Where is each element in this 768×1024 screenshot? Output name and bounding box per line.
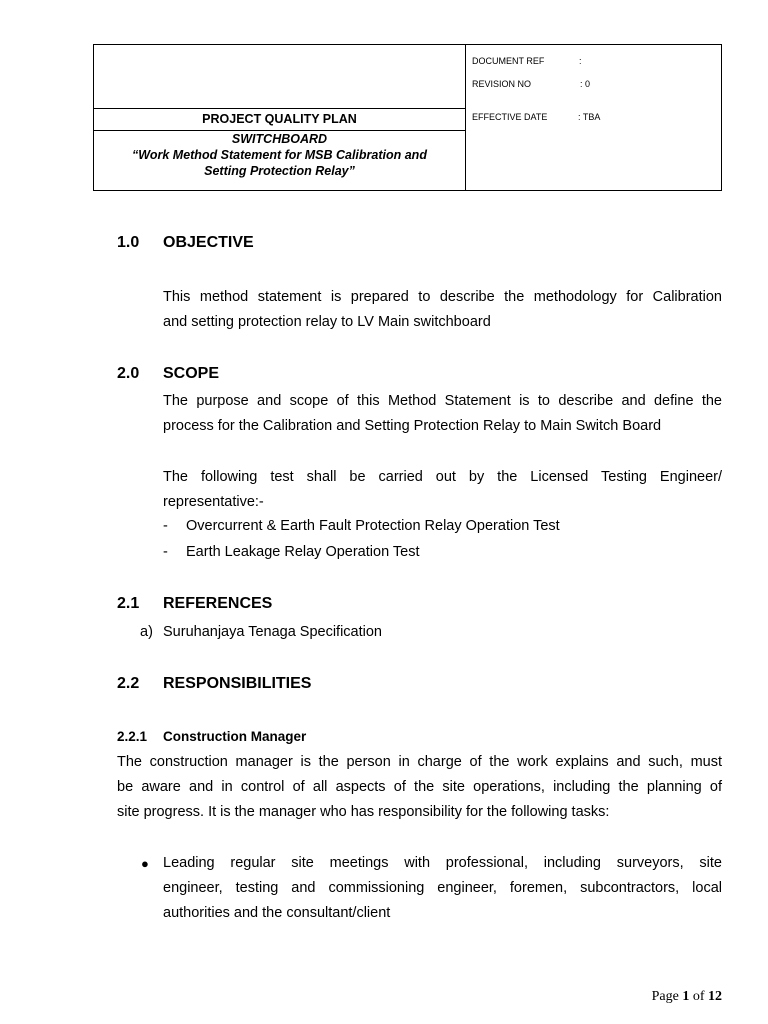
project-quality-plan-title: PROJECT QUALITY PLAN bbox=[94, 109, 465, 131]
paragraph-line: be aware and in control of all aspects of the site operations, including the planning of bbox=[117, 779, 722, 795]
construction-manager-bullet bbox=[163, 851, 722, 926]
header-logo-cell bbox=[94, 45, 465, 109]
meta-value: : bbox=[579, 56, 582, 66]
subtitle-line-3: Setting Protection Relay” bbox=[204, 164, 355, 178]
section-title: RESPONSIBILITIES bbox=[163, 675, 312, 692]
paragraph-line: The following test shall be carried out by the Licensed Testing Engineer/ bbox=[163, 469, 722, 485]
page-number-footer bbox=[652, 989, 722, 1005]
document-header-table bbox=[93, 44, 722, 191]
paragraph-line: process for the Calibration and Setting Protection Relay to Main Switch Board bbox=[163, 418, 662, 434]
construction-manager-paragraph bbox=[117, 750, 722, 825]
meta-value: : 0 bbox=[580, 79, 591, 89]
section-title: REFERENCES bbox=[163, 595, 273, 612]
paragraph-line: representative:- bbox=[163, 494, 264, 510]
objective-paragraph bbox=[163, 285, 722, 335]
section-title: OBJECTIVE bbox=[163, 234, 254, 251]
section-title: SCOPE bbox=[163, 365, 220, 382]
scope-test-paragraph bbox=[163, 465, 722, 515]
section-references-heading bbox=[117, 595, 722, 615]
subsection-title: Construction Manager bbox=[163, 729, 307, 744]
meta-label: EFFECTIVE DATE bbox=[472, 112, 548, 122]
subtitle-line-2: “Work Method Statement for MSB Calibration and bbox=[132, 148, 427, 162]
subtitle-line-1: SWITCHBOARD bbox=[231, 132, 328, 146]
section-responsibilities-heading bbox=[117, 675, 722, 695]
section-scope-heading bbox=[117, 365, 722, 385]
page-word: Page bbox=[651, 989, 679, 1004]
section-number: 2.2 bbox=[117, 675, 140, 692]
paragraph-line: The purpose and scope of this Method Statement is to describe and define the bbox=[163, 393, 722, 409]
subsection-number: 2.2.1 bbox=[117, 729, 148, 744]
paragraph-line: This method statement is prepared to describe the methodology for Calibration bbox=[163, 289, 722, 305]
section-number: 1.0 bbox=[117, 234, 140, 251]
meta-label: DOCUMENT REF bbox=[472, 56, 545, 66]
paragraph-line: and setting protection relay to LV Main switchboard bbox=[163, 314, 491, 330]
header-left-column bbox=[94, 45, 466, 190]
paragraph-line: The construction manager is the person in charge of the work explains and such, must bbox=[117, 754, 722, 770]
meta-value: : TBA bbox=[578, 112, 601, 122]
page-total: 12 bbox=[708, 989, 722, 1004]
reference-marker: a) bbox=[140, 624, 153, 640]
reference-text: Suruhanjaya Tenaga Specification bbox=[163, 624, 383, 640]
bullet-line: authorities and the consultant/client bbox=[163, 905, 391, 921]
bullet-line: Leading regular site meetings with professional, including surveyors, site bbox=[163, 855, 722, 871]
bullet-line: engineer, testing and commissioning engineer, foremen, subcontractors, local bbox=[163, 880, 722, 896]
section-number: 2.0 bbox=[117, 365, 140, 382]
bullet-dot-icon: ● bbox=[141, 856, 149, 871]
page-current: 1 bbox=[682, 989, 690, 1004]
paragraph-line: site progress. It is the manager who has responsibility for the following tasks: bbox=[117, 804, 610, 820]
list-item-text: Earth Leakage Relay Operation Test bbox=[186, 544, 420, 560]
section-objective-heading bbox=[117, 234, 722, 254]
meta-label: REVISION NO bbox=[472, 79, 532, 89]
section-number: 2.1 bbox=[117, 595, 140, 612]
subsection-construction-manager-heading bbox=[117, 729, 722, 747]
of-word: of bbox=[692, 989, 705, 1004]
list-item-text: Overcurrent & Earth Fault Protection Relay Operation Test bbox=[186, 518, 560, 534]
document-subtitle bbox=[94, 131, 465, 179]
scope-paragraph bbox=[163, 389, 722, 439]
